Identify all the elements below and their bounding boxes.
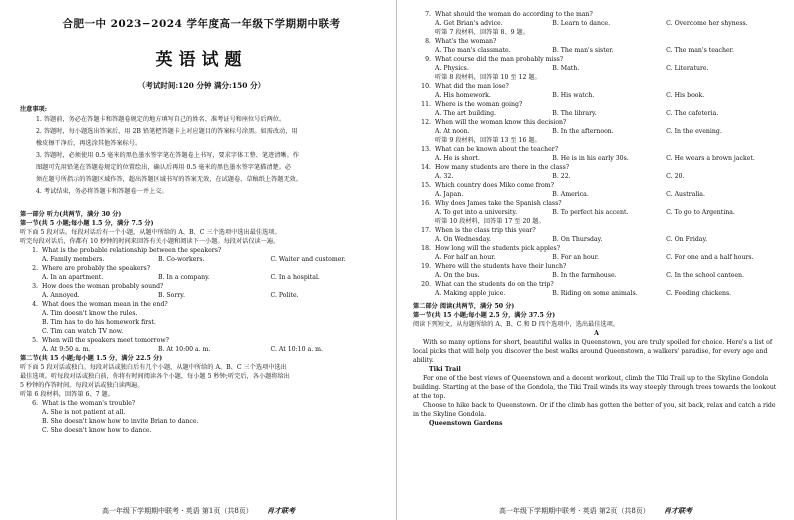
question — [413, 100, 780, 118]
option-a: A. His homework. — [435, 92, 491, 99]
option-c: C. The cafeteria. — [666, 110, 719, 117]
note-line: 1. 答题前，务必在答题卡和答题卷规定的地方填写自己的姓名、准考证号和座位号后两位。 — [36, 116, 286, 123]
q-text: What does the woman mean in the end? — [42, 301, 168, 308]
stamp-logo: 肖才联考 — [664, 506, 693, 515]
option-c: C. Feeding chickens. — [666, 290, 732, 297]
option-c: C. To go to Argentina. — [666, 209, 735, 216]
option-a: A. Tim doesn't know the rules. — [42, 310, 138, 317]
option-b: B. At 10:00 a. m. — [157, 346, 211, 353]
q-num: 1. — [32, 247, 38, 254]
q-num: 4. — [32, 301, 38, 308]
option-c: C. At 10:10 a. m. — [270, 346, 323, 353]
option-b: B. In the farmhouse. — [552, 272, 617, 279]
sec1-instr: 听完每段对话后，你都有 10 秒钟的时间来回答有关小题和阅读下一小题。每段对话仅读一遍。 — [20, 238, 280, 245]
page-footer — [0, 506, 397, 516]
q-num: 2. — [32, 265, 38, 272]
passage-subheading: Queenstown Gardens — [429, 420, 503, 427]
sec2-instr: 最佳选项。听每段对话或独白前，你将有时间阅读各个小题，每小题 5 秒钟;听完后，各小题将给出 — [20, 373, 290, 380]
option-c: C. For one and a half hours. — [666, 254, 754, 261]
q-text: What can be known about the teacher? — [435, 146, 559, 153]
listening-material-note: 听第 9 段材料，回答第 13 至 16 题。 — [435, 137, 541, 144]
footer-text: 高一年级下学期期中联考 · 英语 第1页（共8页） — [101, 507, 253, 515]
q-num: 20. — [421, 281, 431, 288]
passage-paragraph: Choose to hike back to Queenstown. Or if the climb has gotten the better of you, sit back, relax and catch a ride in the Skyline Gondola. — [413, 402, 776, 418]
option-c: C. Waiter and customer. — [270, 256, 346, 263]
sec2-instr: 5 秒钟的作答时间。每段对话或独白读两遍。 — [20, 382, 144, 389]
question — [413, 199, 780, 217]
question — [413, 55, 780, 73]
option-a: A. Annoyed. — [42, 292, 80, 299]
option-b: B. Tim has to do his homework first. — [42, 319, 156, 326]
q-text: When will the speakers meet tomorrow? — [42, 337, 169, 344]
listening-material-note: 听第 10 段材料，回答第 17 至 20 题。 — [435, 218, 545, 225]
passage-letter: A — [594, 330, 599, 337]
option-b: B. In a company. — [157, 274, 210, 281]
option-c: C. In the school canteen. — [666, 272, 745, 279]
option-b: B. Math. — [552, 65, 580, 72]
option-c: C. 20. — [666, 173, 685, 180]
question — [20, 336, 383, 354]
exam-meta: （考试时间:120 分钟 满分:150 分） — [137, 81, 266, 90]
option-a: A. She is not patient at all. — [42, 409, 126, 416]
note-line: 须在题号所指示的答题区域作答，超出答题区域书写的答案无效，在试题卷、草稿纸上答题无效。 — [36, 176, 303, 183]
option-b: B. Sorry. — [157, 292, 185, 299]
question — [20, 300, 383, 336]
option-a: A. For half an hour. — [435, 254, 496, 261]
option-a: A. Physics. — [435, 65, 469, 72]
sec3-instr: 阅读下列短文，从每题所给的 A、B、C 和 D 四个选项中，选出最佳选项。 — [413, 321, 620, 328]
option-a: A. 32. — [435, 173, 454, 180]
q-num: 6. — [32, 400, 38, 407]
sec1-heading: 第一节(共 5 小题;每小题 1.5 分，满分 7.5 分) — [20, 220, 154, 227]
sec3-heading: 第一节(共 15 小题;每小题 2.5 分，满分 37.5 分) — [413, 312, 556, 319]
option-a: A. On Wednesday. — [435, 236, 492, 243]
listening-material-note: 听第 7 段材料，回答第 8、9 题。 — [435, 29, 529, 36]
option-b: B. She doesn't know how to invite Brian to dance. — [42, 418, 199, 425]
q-text: What can the students do on the trip? — [435, 281, 554, 288]
option-a: A. At noon. — [435, 128, 470, 135]
option-c: C. He wears a brown jacket. — [666, 155, 755, 162]
option-a: A. Family members. — [42, 256, 105, 263]
option-b: B. His watch. — [552, 92, 595, 99]
notes-heading: 注意事项: — [20, 106, 48, 113]
q-num: 5. — [32, 337, 38, 344]
q-text: What did the man lose? — [435, 83, 509, 90]
question — [413, 181, 780, 199]
q-text: What is the woman's trouble? — [42, 400, 136, 407]
page-footer — [397, 506, 794, 516]
question — [413, 280, 780, 298]
q-num: 13. — [421, 146, 431, 153]
q-text: Where are probably the speakers? — [42, 265, 151, 272]
option-c: C. Literature. — [666, 65, 709, 72]
option-c: C. In the evening. — [666, 128, 722, 135]
page-right — [397, 0, 794, 520]
note-line: 3. 答题时，必须使用 0.5 毫米的黑色墨水签字笔在答题卷上书写，要求字体工整、笔迹清晰。作 — [36, 152, 299, 159]
question — [413, 37, 780, 55]
question — [413, 118, 780, 136]
q-num: 16. — [421, 200, 431, 207]
q-num: 9. — [425, 56, 431, 63]
option-c: C. In a hospital. — [270, 274, 320, 281]
option-a: A. Get Brian's advice. — [435, 20, 503, 27]
q-text: What's the woman? — [435, 38, 497, 45]
option-b: B. Co-workers. — [157, 256, 205, 263]
option-b: B. Riding on some animals. — [552, 290, 638, 297]
note-line: 2. 答题时，每小题选出答案后，用 2B 铅笔把答题卡上对应题目的答案标号涂黑。如需改动，用 — [36, 128, 298, 135]
q-text: Which country does Miko come from? — [435, 182, 554, 189]
q-num: 14. — [421, 164, 431, 171]
note-line: 图题可先用铅笔在答题卷规定的位置绘出，确认后再用 0.5 毫米的黑色墨水签字笔描清楚。必 — [36, 164, 292, 171]
q-num: 15. — [421, 182, 431, 189]
option-b: B. On Thursday. — [552, 236, 603, 243]
option-a: A. Japan. — [435, 191, 464, 198]
passage-subheading: Tiki Trail — [429, 366, 461, 373]
option-c: C. Australia. — [666, 191, 705, 198]
option-b: B. To perfect his accent. — [552, 209, 629, 216]
q-text: What course did the man probably miss? — [435, 56, 564, 63]
question — [20, 399, 383, 435]
q-text: How does the woman probably sound? — [42, 283, 164, 290]
option-a: A. The art building. — [435, 110, 496, 117]
passage-paragraph: With so many options for short, beautiful walks in Queenstown, you are truly spoiled for choice. Here's a list of local picks that will help you discover the best walks around Queenstown, a walkers' paradise, for every age and ability. — [413, 339, 773, 364]
part2-heading: 第二部分 阅读(共两节，满分 50 分) — [413, 303, 515, 310]
sec1-instr: 听下面 5 段对话。每段对话后有一个小题，从题中所给的 A、B、C 三个选项中选出最佳选项。 — [20, 229, 281, 236]
part1-heading: 第一部分 听力(共两节，满分 30 分) — [20, 211, 122, 218]
option-a: A. He is short. — [435, 155, 480, 162]
q-text: How long will the students pick apples? — [435, 245, 561, 252]
question — [413, 244, 780, 262]
note-line: 4. 考试结束，务必将答题卡和答题卷一并上交。 — [36, 188, 168, 195]
option-b: B. 22. — [552, 173, 571, 180]
option-c: C. On Friday. — [666, 236, 708, 243]
question — [413, 262, 780, 280]
q-num: 11. — [421, 101, 431, 108]
option-a: A. On the bus. — [435, 272, 480, 279]
option-c: C. Tim can watch TV now. — [42, 328, 124, 335]
listening-material-note: 听第 6 段材料，回答第 6、7 题。 — [20, 391, 114, 398]
option-b: B. He is in his early 30s. — [552, 155, 629, 162]
sec2-instr: 听下面 5 段对话或独白。每段对话或独白后有几个小题，从题中所给的 A、B、C 三个选项中选出 — [20, 364, 287, 371]
sec2-heading: 第二节(共 15 小题;每小题 1.5 分，满分 22.5 分) — [20, 355, 163, 362]
q-num: 19. — [421, 263, 431, 270]
option-b: B. Learn to dance. — [552, 20, 611, 27]
subject-title: 英语试题 — [155, 50, 248, 70]
note-line: 橡皮擦干净后，再选涂其他答案标号。 — [36, 140, 142, 147]
q-text: What should the woman do according to the man? — [435, 11, 593, 18]
option-b: B. The library. — [552, 110, 597, 117]
question — [413, 82, 780, 100]
question — [413, 163, 780, 181]
option-a: A. The man's classmate. — [435, 47, 511, 54]
q-num: 12. — [421, 119, 431, 126]
q-text: How many students are there in the class? — [435, 164, 570, 171]
question — [20, 264, 383, 282]
option-b: B. America. — [552, 191, 589, 198]
option-c: C. Polite. — [270, 292, 299, 299]
question — [413, 226, 780, 244]
q-num: 18. — [421, 245, 431, 252]
option-a: A. At 9:50 a. m. — [42, 346, 91, 353]
passage-paragraph: For one of the best views of Queenstown and a decent workout, climb the Tiki Trail up to the Skyline Gondola building. Starting at the base of the Gondola, the Tiki Trail winds its way steeply through trees towards the lookout at the top. — [413, 375, 777, 400]
option-b: B. For an hour. — [552, 254, 599, 261]
question — [20, 246, 383, 264]
q-text: Where is the woman going? — [435, 101, 523, 108]
option-b: B. The man's sister. — [552, 47, 614, 54]
q-text: What is the probable relationship between the speakers? — [42, 247, 222, 254]
exam-title: 合肥一中 2023−2024 学年度高一年级下学期期中联考 — [62, 18, 341, 30]
q-text: When will the woman know this decision? — [435, 119, 567, 126]
q-text: When is the class trip this year? — [435, 227, 536, 234]
q-num: 10. — [421, 83, 431, 90]
option-c: C. His book. — [666, 92, 705, 99]
option-c: C. She doesn't know how to dance. — [42, 427, 152, 434]
q-text: Why does James take the Spanish class? — [435, 200, 562, 207]
stamp-logo: 肖才联考 — [267, 506, 296, 515]
option-a: A. In an apartment. — [42, 274, 104, 281]
option-b: B. In the afternoon. — [552, 128, 614, 135]
q-num: 7. — [425, 11, 431, 18]
q-text: Where will the students have their lunch? — [435, 263, 567, 270]
question — [20, 282, 383, 300]
option-c: C. The man's teacher. — [666, 47, 734, 54]
option-a: A. Making apple juice. — [435, 290, 506, 297]
listening-material-note: 听第 8 段材料，回答第 10 至 12 题。 — [435, 74, 541, 81]
question — [413, 145, 780, 163]
question — [413, 10, 780, 28]
q-num: 3. — [32, 283, 38, 290]
footer-text: 高一年级下学期期中联考 · 英语 第2页（共8页） — [498, 507, 650, 515]
q-num: 17. — [421, 227, 431, 234]
q-num: 8. — [425, 38, 431, 45]
option-c: C. Overcome her shyness. — [666, 20, 748, 27]
option-a: A. To get into a university. — [435, 209, 517, 216]
